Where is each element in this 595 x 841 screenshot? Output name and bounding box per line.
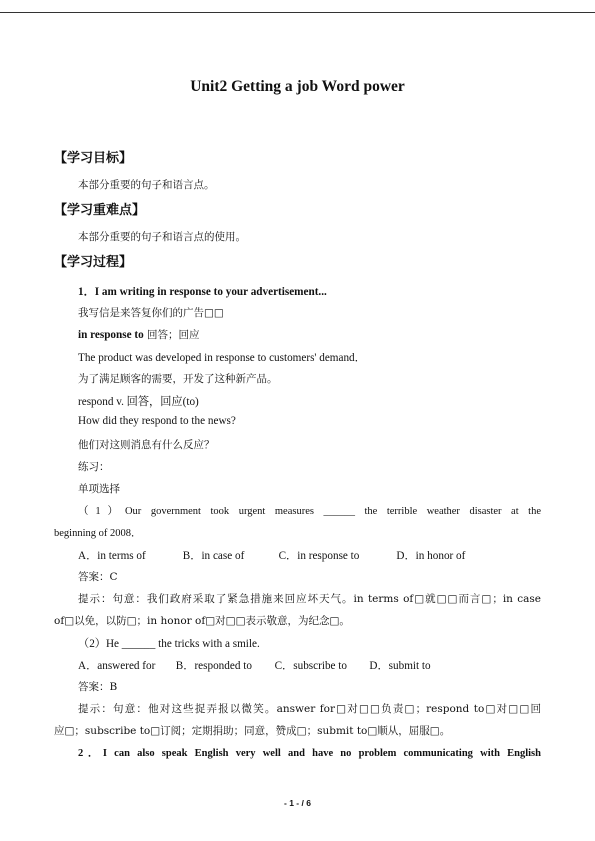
q1-option-d: D．in honor of xyxy=(396,550,466,562)
q2-answer: 答案：B xyxy=(78,681,118,693)
q1-option-a: A．in terms of xyxy=(78,550,146,562)
q1-stem-line2: beginning of 2008． xyxy=(54,528,142,539)
q1-option-b: B．in case of xyxy=(182,550,245,562)
item1-example1-cn: 为了满足顾客的需要，开发了这种新产品。 xyxy=(78,373,278,385)
item1-choice-label: 单项选择 xyxy=(78,483,120,495)
item1-example2: How did they respond to the news? xyxy=(78,415,236,427)
item1-phrase-line xyxy=(78,327,200,342)
q2-option-c: C．subscribe to xyxy=(274,660,347,672)
item1-respond: respond v. 回答，回应(to) xyxy=(78,396,199,408)
q1-option-c: C．in response to xyxy=(278,550,360,562)
q1-hint-line1: 提示：句意：我们政府采取了紧急措施来回应坏天气。in terms of□就□□而言□；in case xyxy=(78,593,541,605)
q2-option-d: D．submit to xyxy=(369,660,431,672)
q2-hint-line1: 提示：句意：他对这些捉弄报以微笑。answer for□对□□负责□；respond to□对□□回 xyxy=(78,703,541,715)
item1-phrase: in response to xyxy=(78,329,144,341)
q1-stem-line1: （1）Our government took urgent measures ______ the terrible weather disaster at the xyxy=(78,506,541,517)
item1-translation: 我写信是来答复你们的广告□□ xyxy=(78,307,224,319)
item1-heading: 1．I am writing in response to your advertisement... xyxy=(78,286,327,298)
q2-hint-line2: 应□；subscribe to□订阅；定期捐助；同意，赞成□；submit to□顺从，屈服□。 xyxy=(54,725,451,737)
item1-phrase-meaning: 回答；回应 xyxy=(147,329,200,341)
difficulty-heading: 【学习重难点】 xyxy=(54,203,146,218)
item2-heading: 2．I can also speak English very well and have no problem communicating with English xyxy=(78,748,541,759)
header-rule xyxy=(0,12,595,13)
q2-options xyxy=(78,657,431,673)
q1-answer: 答案：C xyxy=(78,571,118,583)
q2-option-b: B．responded to xyxy=(175,660,252,672)
q2-stem: （2）He ______ the tricks with a smile. xyxy=(78,638,260,650)
page-number: - 1 - / 6 xyxy=(284,798,311,808)
objective-text: 本部分重要的句子和语言点。 xyxy=(78,179,215,191)
q1-hint-line2: of□以免，以防□；in honor of□对□□表示敬意，为纪念□。 xyxy=(54,615,350,627)
page-title: Unit2 Getting a job Word power xyxy=(190,78,405,95)
item1-example1: The product was developed in response to customers' demand． xyxy=(78,352,366,364)
difficulty-text: 本部分重要的句子和语言点的使用。 xyxy=(78,231,246,243)
q1-options xyxy=(78,547,465,563)
item1-practice: 练习： xyxy=(78,461,110,473)
q2-option-a: A．answered for xyxy=(78,660,156,672)
item1-example2-cn: 他们对这则消息有什么反应？ xyxy=(78,439,215,451)
objective-heading: 【学习目标】 xyxy=(54,151,133,166)
process-heading: 【学习过程】 xyxy=(54,255,133,270)
